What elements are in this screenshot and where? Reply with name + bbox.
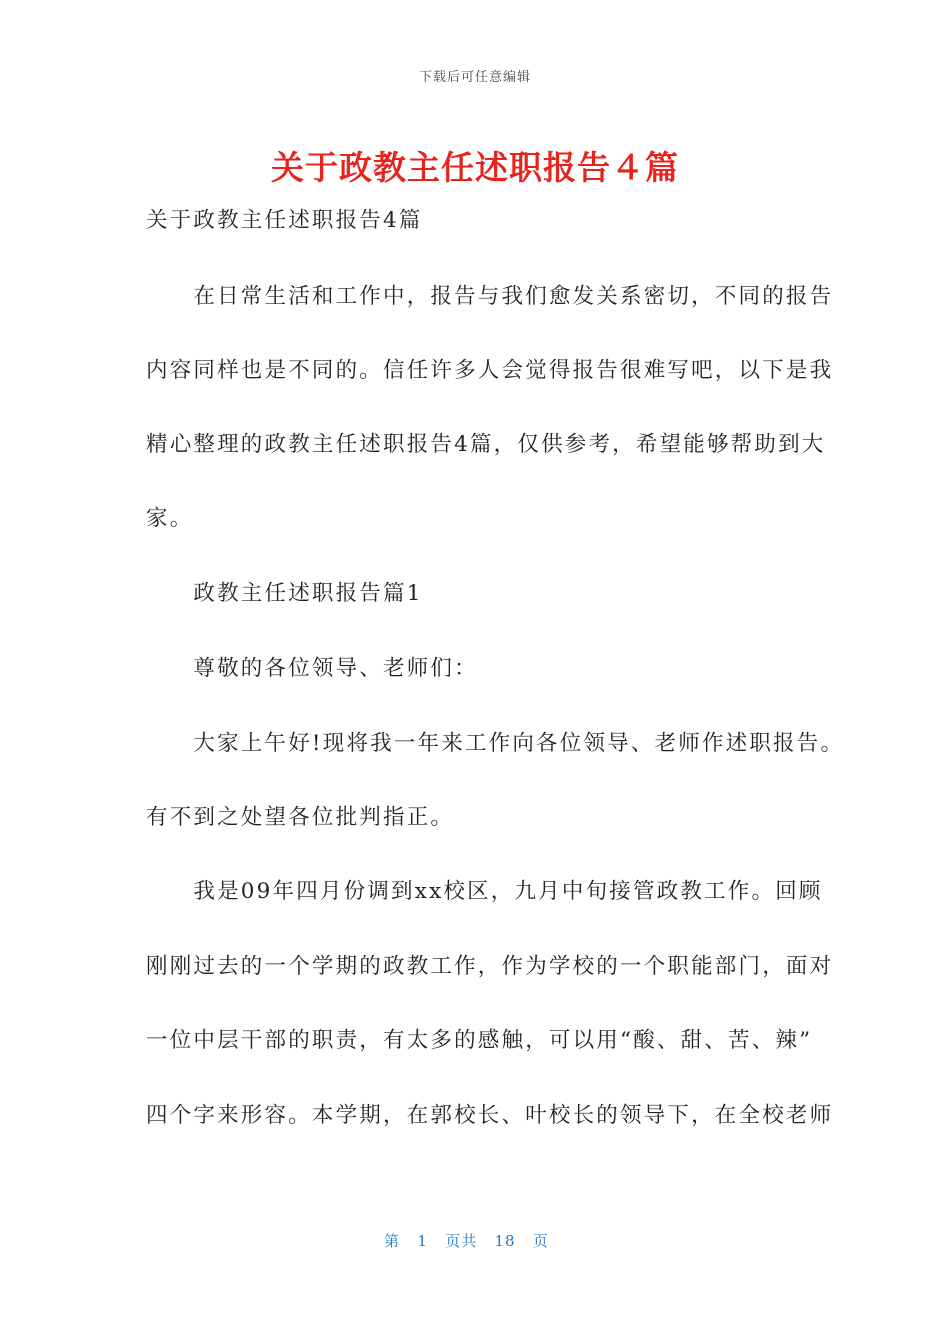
text-line: 精心整理的政教主任述职报告4篇，仅供参考，希望能够帮助到大 [146, 432, 826, 457]
footer-suffix: 页 [532, 1232, 549, 1250]
document-title: 关于政教主任述职报告４篇 [271, 148, 679, 187]
text-line: 在日常生活和工作中，报告与我们愈发关系密切，不同的报告 [146, 284, 834, 309]
text-line: 刚刚过去的一个学期的政教工作，作为学校的一个职能部门，面对 [146, 954, 834, 979]
footer-middle: 页共 [445, 1232, 478, 1250]
text-line: 内容同样也是不同的。信任许多人会觉得报告很难写吧，以下是我 [146, 358, 834, 383]
text-line: 有不到之处望各位批判指正。 [146, 805, 455, 830]
footer-prefix: 第 [384, 1232, 401, 1250]
salutation: 尊敬的各位领导、老师们： [146, 656, 478, 681]
current-page-number: 1 [417, 1232, 428, 1250]
total-pages-number: 18 [494, 1232, 516, 1250]
section-heading: 政教主任述职报告篇1 [146, 581, 423, 606]
page-footer [384, 1230, 549, 1251]
text-line: 一位中层干部的职责，有太多的感触，可以用“酸、甜、苦、辣” [146, 1028, 813, 1053]
text-line: 大家上午好!现将我一年来工作向各位领导、老师作述职报告。 [146, 731, 845, 756]
text-line: 家。 [146, 506, 194, 531]
text-line: 关于政教主任述职报告4篇 [146, 208, 423, 233]
text-line: 我是09年四月份调到xx校区，九月中旬接管政教工作。回顾 [146, 879, 823, 904]
text-line: 四个字来形容。本学期，在郭校长、叶校长的领导下，在全校老师 [146, 1103, 834, 1128]
header-note: 下载后可任意编辑 [418, 70, 531, 85]
